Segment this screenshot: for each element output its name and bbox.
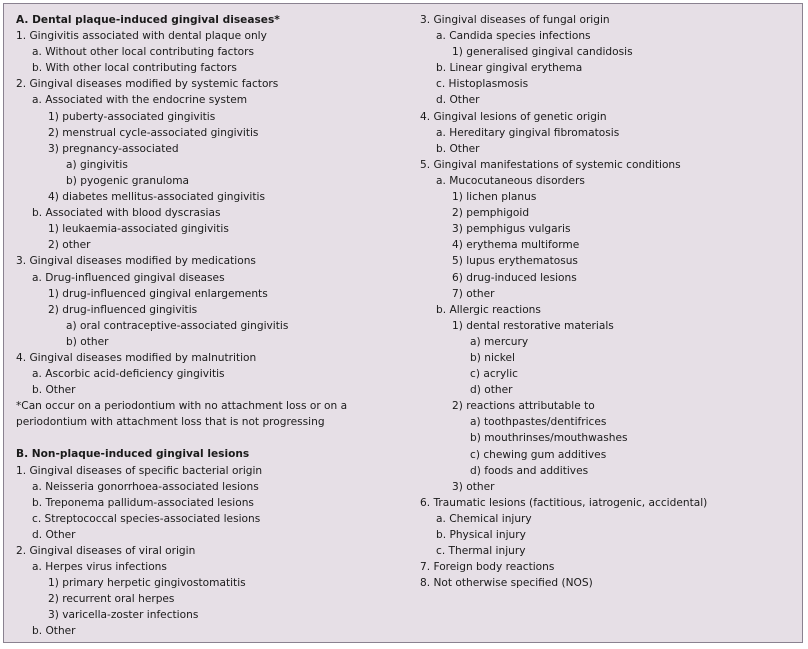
list-item: b. With other local contributing factors [32, 62, 237, 75]
list-item: a. Mucocutaneous disorders [436, 174, 585, 187]
list-item: d. Other [436, 94, 480, 107]
list-item: c. Streptococcal species-associated lesions [32, 512, 261, 525]
list-item: 3. Gingival diseases of fungal origin [420, 14, 610, 26]
list-item: a. Hereditary gingival fibromatosis [436, 126, 620, 139]
list-item: 6. Traumatic lesions (factitious, iatrogenic, accidental) [420, 496, 708, 509]
list-item: 1) puberty-associated gingivitis [48, 110, 216, 123]
list-item: 2. Gingival diseases of viral origin [16, 545, 196, 557]
list-item: 2) other [48, 239, 91, 252]
list-item: a. Associated with the endocrine system [32, 94, 248, 107]
list-item: 1) lichen planus [452, 191, 537, 204]
list-item: 3) pemphigus vulgaris [452, 223, 571, 236]
list-item: 1) leukaemia-associated gingivitis [48, 223, 229, 236]
list-item: c) acrylic [470, 368, 518, 381]
list-item: b. Other [32, 625, 76, 638]
list-item: b. Other [32, 384, 76, 397]
list-item: a. Chemical injury [436, 512, 532, 525]
footnote-line-1: *Can occur on a periodontium with no attachment loss or on a [16, 400, 348, 413]
right-column [420, 12, 800, 591]
list-item: 1) primary herpetic gingivostomatitis [48, 577, 246, 590]
list-item: b. Allergic reactions [436, 303, 541, 316]
section-a-heading: A. Dental plaque-induced gingival diseases* [16, 14, 280, 26]
list-item: b. Treponema pallidum-associated lesions [32, 496, 254, 509]
list-item: b. Other [436, 142, 480, 155]
left-column [16, 12, 396, 640]
list-item: d) foods and additives [470, 464, 589, 477]
section-b-heading: B. Non-plaque-induced gingival lesions [16, 448, 250, 461]
list-item: a. Herpes virus infections [32, 561, 167, 574]
list-item: 2) recurrent oral herpes [48, 593, 175, 606]
list-item: a) gingivitis [66, 158, 128, 171]
list-item: 5) lupus erythematosus [452, 255, 578, 268]
list-item: 1) drug-influenced gingival enlargements [48, 287, 268, 300]
list-item: 7. Foreign body reactions [420, 561, 555, 574]
list-item: b) nickel [470, 351, 515, 364]
list-item: a) toothpastes/dentifrices [470, 416, 607, 429]
list-item: 1) dental restorative materials [452, 319, 614, 332]
list-item: 7) other [452, 287, 495, 300]
classification-panel [3, 3, 803, 643]
list-item: 3. Gingival diseases modified by medications [16, 255, 256, 268]
list-item: 1. Gingivitis associated with dental plaque only [16, 30, 267, 43]
list-item: 4. Gingival lesions of genetic origin [420, 110, 607, 123]
list-item: 2. Gingival diseases modified by systemic factors [16, 78, 279, 91]
section-a-list [16, 28, 396, 398]
list-item: b. Associated with blood dyscrasias [32, 207, 221, 220]
list-item: d. Other [32, 528, 76, 541]
list-item: b) other [66, 335, 109, 348]
list-item: d) other [470, 384, 513, 397]
list-item: 1. Gingival diseases of specific bacterial origin [16, 464, 263, 477]
footnote-line-2: periodontium with attachment loss that is not progressing [16, 416, 325, 429]
list-item: a. Candida species infections [436, 30, 591, 43]
list-item: b) mouthrinses/mouthwashes [470, 432, 628, 445]
list-item: 3) pregnancy-associated [48, 142, 179, 155]
list-item: 2) drug-influenced gingivitis [48, 303, 198, 316]
list-item: a) mercury [470, 335, 529, 348]
list-item: b. Linear gingival erythema [436, 62, 583, 75]
list-item: 4) erythema multiforme [452, 239, 580, 252]
list-item: a. Without other local contributing factors [32, 46, 255, 59]
section-spacer [16, 430, 396, 446]
list-item: 3) other [452, 480, 495, 493]
list-item: c. Thermal injury [436, 545, 526, 558]
list-item: a. Ascorbic acid-deficiency gingivitis [32, 368, 225, 381]
list-item: b. Physical injury [436, 529, 526, 541]
list-item: 2) menstrual cycle-associated gingivitis [48, 126, 259, 139]
list-item: 8. Not otherwise specified (NOS) [420, 577, 593, 590]
list-item: b) pyogenic granuloma [66, 174, 190, 187]
list-item: 5. Gingival manifestations of systemic conditions [420, 158, 681, 171]
right-column-list [420, 12, 800, 591]
list-item: 4. Gingival diseases modified by malnutrition [16, 351, 257, 364]
list-item: a. Neisseria gonorrhoea-associated lesions [32, 480, 259, 493]
list-item: c. Histoplasmosis [436, 78, 529, 91]
list-item: 2) reactions attributable to [452, 400, 595, 413]
list-item: 2) pemphigoid [452, 207, 530, 220]
list-item: a. Drug-influenced gingival diseases [32, 271, 225, 284]
section-b-list [16, 463, 396, 640]
list-item: 3) varicella-zoster infections [48, 609, 199, 622]
list-item: 4) diabetes mellitus-associated gingivitis [48, 191, 265, 204]
list-item: a) oral contraceptive-associated gingivitis [66, 319, 289, 332]
list-item: 6) drug-induced lesions [452, 271, 577, 284]
list-item: 1) generalised gingival candidosis [452, 46, 633, 59]
list-item: c) chewing gum additives [470, 448, 607, 461]
